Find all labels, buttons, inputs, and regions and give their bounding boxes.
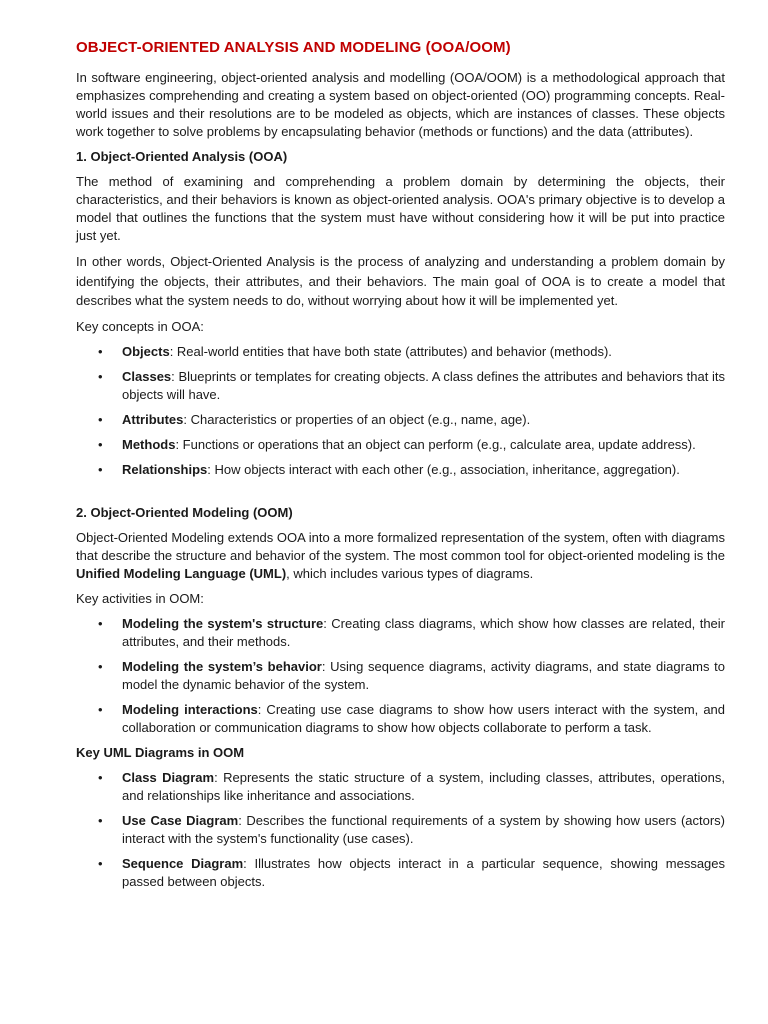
bullet-icon: • — [98, 769, 103, 785]
uml-diagrams-heading: Key UML Diagrams in OOM — [76, 744, 245, 760]
list-item — [76, 769, 725, 805]
list-item-desc: : Characteristics or properties of an object (e.g., name, age). — [183, 411, 531, 427]
ooa-key-label: Key concepts in OOA: — [76, 318, 204, 334]
uml-term: Unified Modeling Language (UML) — [76, 565, 287, 581]
list-item-desc: : Real-world entities that have both state (attributes) and behavior (methods). — [169, 343, 612, 359]
oom-paragraph-start: Object-Oriented Modeling extends OOA into a more formalized representation of the system, often with diagrams that describe the structure and behavior of the system. The most common tool for object-oriented modeling is the — [76, 529, 725, 563]
bullet-icon: • — [98, 658, 103, 674]
list-item — [76, 368, 725, 404]
section-spacer — [76, 486, 725, 504]
list-item-desc: : Blueprints or templates for creating objects. A class defines the attributes and behaviors that its objects will have. — [122, 368, 725, 402]
list-item — [76, 411, 725, 429]
bullet-icon: • — [98, 343, 103, 359]
document-title: OBJECT-ORIENTED ANALYSIS AND MODELING (OOA/OOM) — [76, 39, 511, 56]
list-item — [76, 855, 725, 891]
list-item-desc: : Creating use case diagrams to show how users interact with the system, and collaboration or communication diagrams to show how objects collaborate to perform a task. — [122, 701, 726, 735]
list-item — [76, 812, 725, 848]
oom-key-label: Key activities in OOM: — [76, 590, 204, 606]
list-item — [76, 436, 725, 454]
list-item-term: Modeling the system's structure — [122, 615, 324, 631]
ooa-paragraph-1: The method of examining and comprehending a problem domain by determining the objects, their characteristics, and their behaviors is known as object-oriented analysis. OOA's primary objective is to develop a model that outlines the functions that the system must have without considering how it will be put into practice just yet. — [76, 174, 725, 243]
bullet-icon: • — [98, 368, 103, 384]
bullet-icon: • — [98, 855, 103, 871]
list-item-term: Methods — [122, 436, 176, 452]
list-item-term: Relationships — [122, 461, 208, 477]
list-item-desc: : Functions or operations that an object can perform (e.g., calculate area, update address). — [175, 436, 696, 452]
oom-paragraph — [76, 529, 725, 583]
list-item-desc: : Using sequence diagrams, activity diagrams, and state diagrams to model the dynamic behavior of the system. — [122, 658, 726, 692]
list-item — [76, 615, 725, 651]
bullet-icon: • — [98, 411, 103, 427]
bullet-icon: • — [98, 812, 103, 828]
list-item — [76, 461, 725, 479]
list-item-term: Use Case Diagram — [122, 812, 239, 828]
bullet-icon: • — [98, 615, 103, 631]
bullet-icon: • — [98, 461, 103, 477]
list-item — [76, 658, 725, 694]
oom-paragraph-end: , which includes various types of diagrams. — [286, 565, 534, 581]
uml-diagrams-list — [76, 769, 725, 891]
list-item-term: Classes — [122, 368, 172, 384]
list-item-desc: : Describes the functional requirements of a system by showing how users (actors) interact with the system's functionality (use cases). — [122, 812, 725, 846]
list-item-term: Modeling interactions — [122, 701, 258, 717]
list-item-term: Attributes — [122, 411, 184, 427]
bullet-icon: • — [98, 701, 103, 717]
bullet-icon: • — [98, 436, 103, 452]
ooa-concepts-list — [76, 343, 725, 479]
list-item-term: Modeling the system’s behavior — [122, 658, 322, 674]
list-item-term: Class Diagram — [122, 769, 215, 785]
list-item — [76, 343, 725, 361]
document-content — [76, 38, 725, 891]
intro-paragraph: In software engineering, object-oriented analysis and modelling (OOA/OOM) is a methodological approach that emphasizes comprehending and creating a system based on object-oriented (OO) programming concepts. Real-world issues and their resolutions are to be modeled as objects, which are instances of classes. These objects work together to solve problems by encapsulating behavior (methods or functions) and the data (attributes). — [76, 70, 725, 139]
list-item-desc: : Illustrates how objects interact in a particular sequence, showing messages passed between objects. — [122, 855, 726, 889]
ooa-paragraph-2: In other words, Object-Oriented Analysis is the process of analyzing and understanding a problem domain by identifying the objects, their attributes, and their behaviors. The main goal of OOA is to create a model that describes what the system needs to do, without worrying about how it will be implemented yet. — [76, 254, 725, 308]
list-item-desc: : Creating class diagrams, which show how classes are related, their attributes, and their methods. — [122, 615, 725, 649]
list-item — [76, 701, 725, 737]
list-item-term: Objects — [122, 343, 170, 359]
list-item-term: Sequence Diagram — [122, 855, 244, 871]
ooa-heading: 1. Object-Oriented Analysis (OOA) — [76, 149, 288, 164]
list-item-desc: : How objects interact with each other (e.g., association, inheritance, aggregation). — [207, 461, 680, 477]
oom-activities-list — [76, 615, 725, 737]
list-item-desc: : Represents the static structure of a system, including classes, attributes, operations, and relationships like inheritance and associations. — [122, 769, 726, 803]
oom-heading: 2. Object-Oriented Modeling (OOM) — [76, 504, 293, 520]
